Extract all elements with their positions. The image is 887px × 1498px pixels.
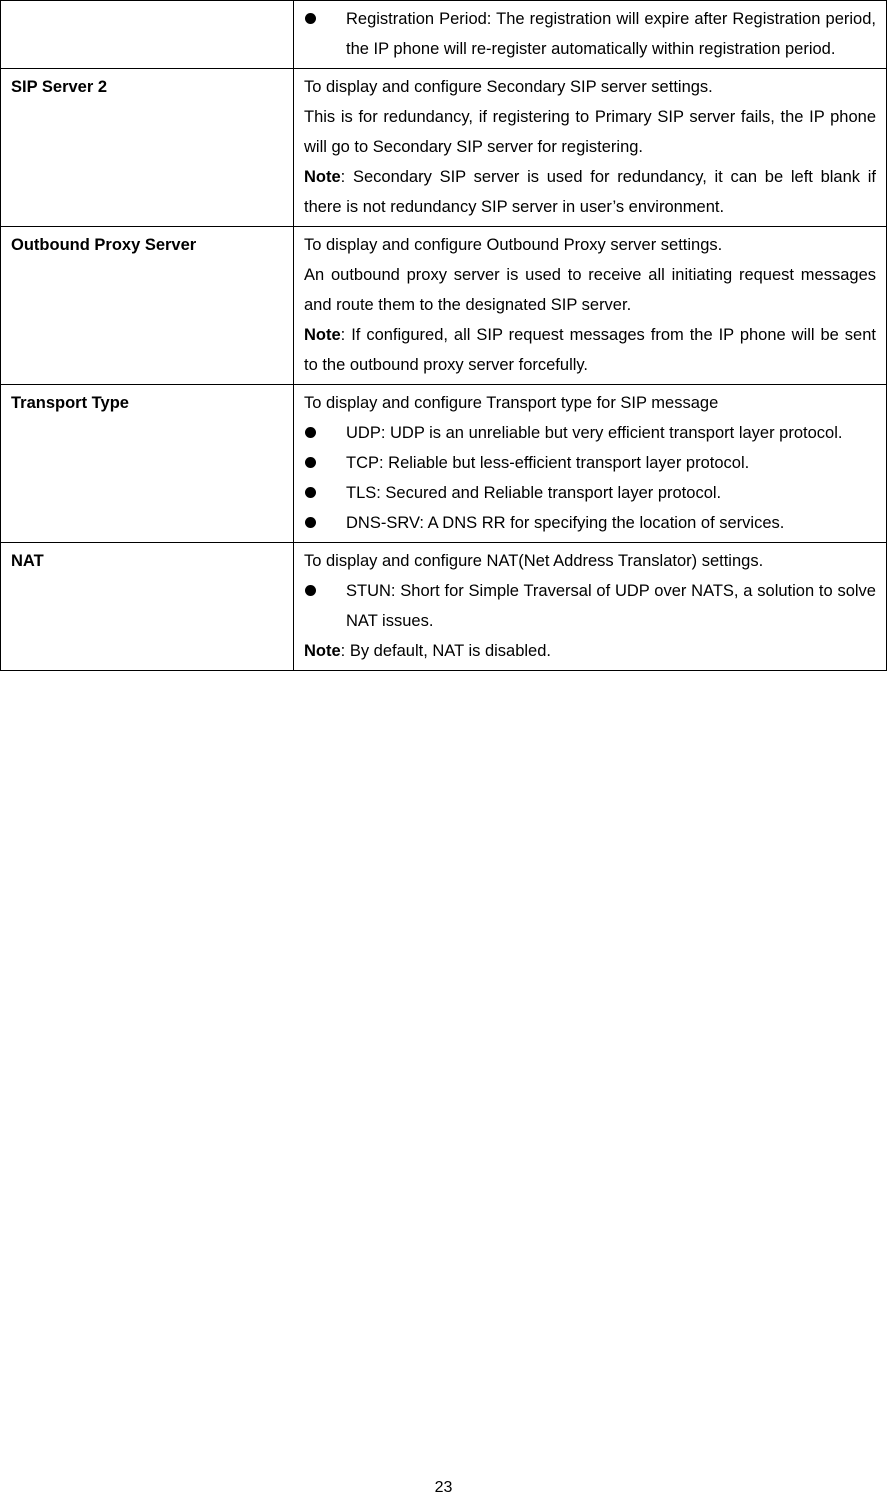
description-note — [304, 162, 876, 222]
param-description-cell — [294, 543, 887, 671]
bullet-item — [304, 448, 876, 478]
bullet-text: DNS-SRV: A DNS RR for specifying the location of services. — [346, 514, 785, 532]
bullet-icon — [305, 585, 316, 596]
table-row-transport-type — [1, 385, 887, 543]
param-name-nat: NAT — [1, 543, 294, 671]
parameter-table — [0, 0, 887, 671]
description-intro: To display and configure NAT(Net Address Translator) settings. — [304, 552, 764, 570]
bullet-item — [304, 4, 876, 64]
bullet-item — [304, 418, 876, 448]
bullet-item — [304, 478, 876, 508]
bullet-icon — [305, 13, 316, 24]
param-name-outbound-proxy-server: Outbound Proxy Server — [1, 227, 294, 385]
description-detail: An outbound proxy server is used to receive all initiating request messages and route them to the designated SIP server. — [304, 266, 876, 314]
description-intro: To display and configure Transport type for SIP message — [304, 394, 719, 412]
note-text: : Secondary SIP server is used for redundancy, it can be left blank if there is not redundancy SIP server in user’s environment. — [304, 168, 876, 216]
param-description-cell — [294, 227, 887, 385]
table-row-nat — [1, 543, 887, 671]
bullet-icon — [305, 457, 316, 468]
param-name-cell — [1, 1, 294, 69]
bullet-item — [304, 508, 876, 538]
table-row-outbound-proxy-server — [1, 227, 887, 385]
note-label: Note — [304, 168, 341, 186]
bullet-text: TLS: Secured and Reliable transport layer protocol. — [346, 484, 722, 502]
bullet-text: UDP: UDP is an unreliable but very efficient transport layer protocol. — [346, 424, 843, 442]
param-name-sip-server-2: SIP Server 2 — [1, 69, 294, 227]
table-row-sip-server-2 — [1, 69, 887, 227]
bullet-text: TCP: Reliable but less-efficient transport layer protocol. — [346, 454, 750, 472]
page-number: 23 — [434, 1479, 453, 1496]
param-description-cell — [294, 69, 887, 227]
bullet-icon — [305, 487, 316, 498]
bullet-text: Registration Period: The registration will expire after Registration period, the IP phone will re-register automatically within registration period. — [346, 10, 876, 58]
bullet-icon — [305, 427, 316, 438]
note-label: Note — [304, 642, 341, 660]
note-text: : By default, NAT is disabled. — [340, 642, 551, 660]
note-text: : If configured, all SIP request messages from the IP phone will be sent to the outbound proxy server forcefully. — [304, 326, 876, 374]
description-intro: To display and configure Secondary SIP server settings. — [304, 78, 713, 96]
table-row-continuation — [1, 1, 887, 69]
param-description-cell — [294, 1, 887, 69]
param-description-cell — [294, 385, 887, 543]
note-label: Note — [304, 326, 341, 344]
bullet-item — [304, 576, 876, 636]
description-intro: To display and configure Outbound Proxy server settings. — [304, 236, 723, 254]
description-detail: This is for redundancy, if registering to Primary SIP server fails, the IP phone will go to Secondary SIP server for registering. — [304, 108, 876, 156]
bullet-icon — [305, 517, 316, 528]
bullet-text: STUN: Short for Simple Traversal of UDP over NATS, a solution to solve NAT issues. — [346, 582, 876, 630]
param-name-transport-type: Transport Type — [1, 385, 294, 543]
description-note — [304, 320, 876, 380]
description-note — [304, 636, 876, 666]
